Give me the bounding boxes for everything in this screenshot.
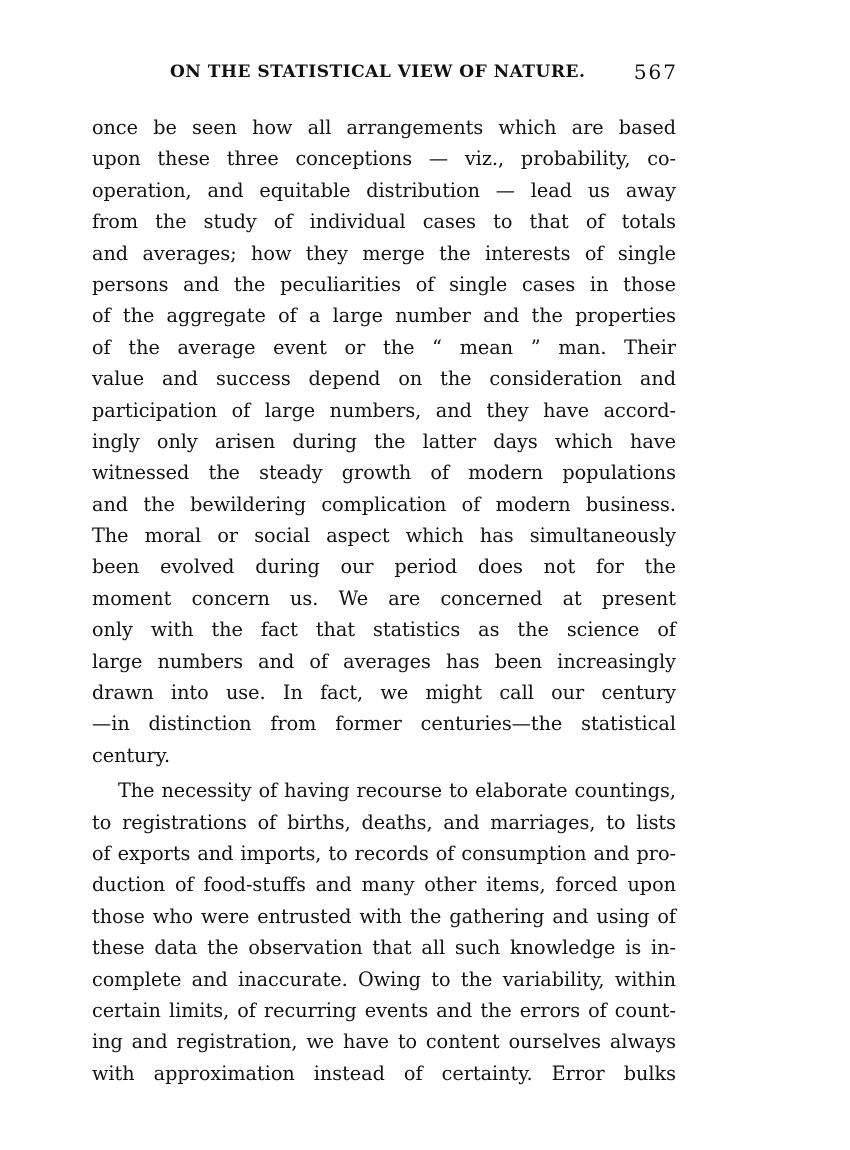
text-line: from the study of individual cases to that of totals — [92, 210, 676, 234]
text-line: moment concern us. We are concerned at present — [92, 586, 676, 610]
text-line: participation of large numbers, and they have accord- — [92, 398, 676, 422]
paragraph-1 — [92, 112, 676, 771]
text-line: of exports and imports, to records of consumption and pro- — [92, 841, 676, 865]
text-line: —in distinction from former centuries—the statistical — [92, 712, 676, 736]
text-line: The necessity of having recourse to elaborate countings, — [118, 779, 676, 803]
text-line: complete and inaccurate. Owing to the variability, within — [92, 967, 676, 991]
text-line: to registrations of births, deaths, and marriages, to lists — [92, 810, 676, 834]
text-line: The moral or social aspect which has simultaneously — [92, 524, 676, 548]
text-line: certain limits, of recurring events and the errors of count- — [92, 998, 676, 1022]
body-text — [92, 112, 676, 1089]
text-line: value and success depend on the consideration and — [92, 367, 676, 391]
text-line: been evolved during our period does not for the — [92, 555, 676, 579]
text-line: of the aggregate of a large number and the properties — [92, 304, 676, 328]
text-line: persons and the peculiarities of single cases in those — [92, 272, 676, 296]
text-line: and the bewildering complication of modern business. — [92, 492, 676, 516]
text-line: drawn into use. In fact, we might call our century — [92, 681, 676, 705]
text-line: of the average event or the “ mean ” man. Their — [92, 335, 676, 359]
text-line: once be seen how all arrangements which are based — [92, 116, 676, 139]
text-line: only with the fact that statistics as the science of — [92, 618, 676, 642]
text-line: those who were entrusted with the gathering and using of — [92, 904, 676, 928]
paragraph-2 — [92, 775, 676, 1089]
text-line: these data the observation that all such knowledge is in- — [92, 936, 676, 960]
text-line: century. — [92, 743, 171, 767]
text-line: large numbers and of averages has been increasingly — [92, 649, 676, 673]
text-line: with approximation instead of certainty. Error bulks — [92, 1061, 676, 1085]
text-line: witnessed the steady growth of modern populations — [92, 461, 676, 485]
running-head — [92, 60, 678, 90]
text-line: operation, and equitable distribution — lead us away — [92, 178, 676, 202]
page-number: 567 — [633, 60, 678, 84]
running-title: ON THE STATISTICAL VIEW OF NATURE. — [170, 62, 586, 82]
text-line: upon these three conceptions — viz., probability, co- — [92, 147, 676, 171]
text-line: ingly only arisen during the latter days which have — [92, 429, 676, 453]
text-line: ing and registration, we have to content ourselves always — [92, 1030, 676, 1054]
text-line: and averages; how they merge the interests of single — [92, 241, 676, 265]
text-line: duction of food-stuffs and many other items, forced upon — [92, 873, 676, 897]
